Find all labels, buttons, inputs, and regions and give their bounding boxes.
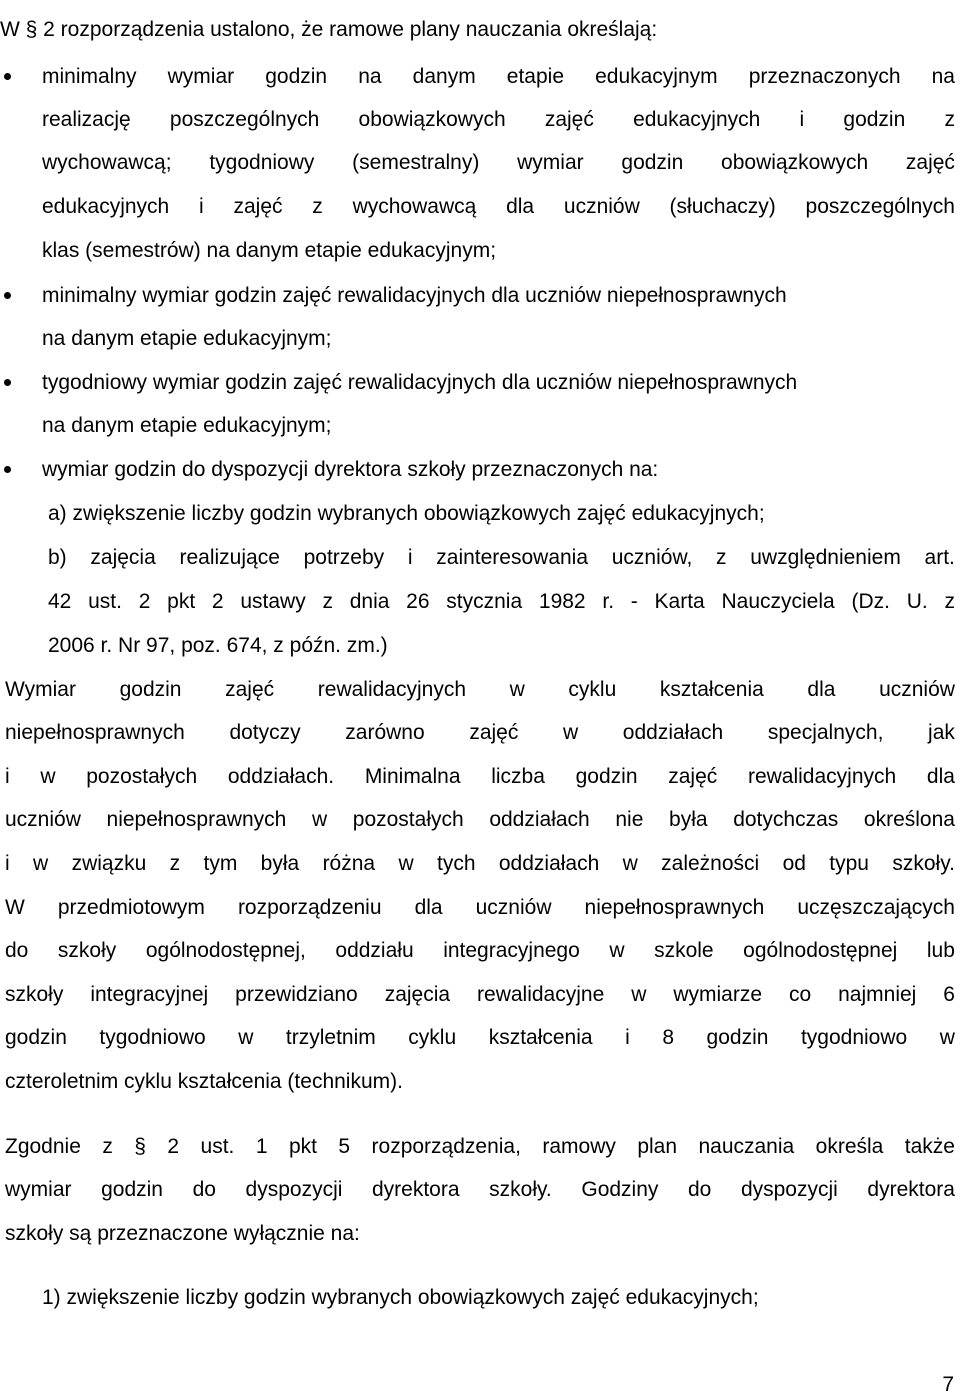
para-2-line-1 [5,1134,955,1160]
word: dnia [349,590,390,613]
word: zajęć [225,678,275,701]
word: pozostałych [86,765,198,788]
word: ust. [88,590,122,613]
bullet-1-line-1 [42,64,955,90]
word: tygodniowo [99,1026,206,1049]
word: określa [815,1135,884,1158]
word: nauczania [698,1135,795,1158]
word: dla [926,765,955,788]
word: ust. [200,1135,235,1158]
word: z [169,852,181,875]
word: danym [412,65,476,88]
word: oddziałach [489,808,590,831]
word: i [199,195,204,218]
word: dotyczy [229,721,301,744]
word: Zgodnie [5,1135,81,1158]
word: szkoły [57,939,117,962]
word: rewalidacyjne [477,983,605,1006]
word: tym [203,852,238,875]
word: z [944,108,955,131]
word: była [260,852,300,875]
word: także [904,1135,955,1158]
word: szkole [654,939,714,962]
bullet-1-line-4 [42,194,955,220]
word: uczniów [563,195,640,218]
word: uczniów, [611,546,693,569]
word: przewidziano [235,983,358,1006]
word: oddziałach [622,721,724,744]
word: uczniów [475,896,552,919]
word: oddziałach. [227,765,335,788]
bullet-4-sub-b-line-1 [48,545,955,571]
word: 2 [138,590,151,613]
list-item-1: 1) zwiększenie liczby godzin wybranych obowiązkowych zajęć edukacyjnych; [42,1286,759,1309]
word: § [134,1135,146,1158]
bullet-1-line-3 [42,150,955,176]
word: kształcenia [488,1026,593,1049]
word: w [311,808,328,831]
word: 1982 [538,590,586,613]
word: ogólnodostępnej [743,939,898,962]
word: zajęć [668,765,718,788]
word: i [407,546,413,569]
word: ramowy [542,1135,616,1158]
bullet-1-line-5: klas (semestrów) na danym etapie edukacyjnym; [42,239,497,262]
word: Nauczyciela [721,590,835,613]
word: 8 [662,1026,674,1049]
bullet-marker [4,73,11,80]
word: Karta [654,590,705,613]
para-1-line-4 [5,807,955,833]
word: i [5,852,10,875]
word: szkoły. [489,1178,552,1201]
para-2-line-3: szkoły są przeznaczone wyłącznie na: [5,1222,360,1245]
page-number: 7 [942,1373,954,1396]
word: ogólnodostępnej, [145,939,306,962]
para-1-line-10: czteroletnim cyklu kształcenia (technikum). [5,1070,403,1093]
para-1-line-6 [5,895,955,921]
word: godzin [5,1026,67,1049]
word: - [630,590,638,613]
word: z [322,590,333,613]
word: do [192,1178,216,1201]
word: (słuchaczy) [669,195,776,218]
word: w [238,1026,254,1049]
word: co [788,983,812,1006]
word: pozostałych [352,808,464,831]
word: realizujące [179,546,280,569]
word: poszczególnych [169,108,320,131]
word: przeznaczonych [748,65,901,88]
word: związku [71,852,147,875]
word: rewalidacyjnych [747,765,897,788]
word: obowiązkowych [358,108,506,131]
intro-line: W § 2 rozporządzenia ustalono, że ramowe plany nauczania określają: [0,18,658,41]
word: nie [615,808,644,831]
bullet-3-line-2: na danym etapie edukacyjnym; [42,414,332,437]
word: w [398,852,414,875]
word: wychowawcą [352,195,477,218]
word: jak [928,721,955,744]
word: dotychczas [733,808,839,831]
word: tygodniowo [800,1026,908,1049]
bullet-4-sub-b-line-2 [48,589,955,615]
word: w [939,1026,955,1049]
word: poszczególnych [805,195,955,218]
word: dla [807,678,836,701]
word: zarówno [345,721,425,744]
word: pkt [288,1135,317,1158]
word: zajęcia [384,983,451,1006]
word: 1 [255,1135,268,1158]
word: na [931,65,955,88]
word: obowiązkowych [721,151,869,174]
word: edukacyjnym [595,65,718,88]
word: oddziału [335,939,414,962]
word: dyspozycji [740,1178,838,1201]
word: specjalnych, [767,721,884,744]
word: dyrektora [372,1178,460,1201]
word: wymiar [167,65,235,88]
word: określona [863,808,955,831]
word: 26 [406,590,430,613]
word: wymiarze [673,983,763,1006]
word: 2 [167,1135,180,1158]
word: niepełnosprawnych [5,721,185,744]
word: godzin [101,1178,163,1201]
bullet-marker [4,379,11,386]
word: dla [506,195,535,218]
word: integracyjnej [90,983,209,1006]
word: b) [48,546,67,569]
word: Godziny [581,1178,659,1201]
word: w [609,939,625,962]
word: kształcenia [659,678,764,701]
word: wymiar [5,1178,72,1201]
word: cyklu [568,678,617,701]
word: do [688,1178,712,1201]
word: niepełnosprawnych [106,808,287,831]
word: najmniej [838,983,917,1006]
word: i [625,1026,630,1049]
word: realizację [42,108,131,131]
bullet-marker [4,466,11,473]
bullet-4-line-1: wymiar godzin do dyspozycji dyrektora szkoły przeznaczonych na: [42,458,659,481]
word: z [102,1135,113,1158]
word: w [631,983,647,1006]
bullet-2-line-2: na danym etapie edukacyjnym; [42,327,332,350]
para-2-line-2 [5,1177,955,1203]
word: do [5,939,29,962]
bullet-4-sub-a: a) zwiększenie liczby godzin wybranych obowiązkowych zajęć edukacyjnych; [48,502,765,525]
word: edukacyjnych [42,195,170,218]
para-1-line-8 [5,982,955,1008]
para-1-line-3 [5,764,955,790]
word: godzin [119,678,182,701]
word: od [782,852,806,875]
word: dyrektora [867,1178,955,1201]
para-1-line-7 [5,938,955,964]
word: zajęć [905,151,955,174]
word: uwzględnieniem [750,546,901,569]
word: z [312,195,323,218]
word: uczniów [5,808,81,831]
word: w [562,721,579,744]
word: rozporządzenia, [371,1135,521,1158]
word: w [509,678,525,701]
word: etapie [506,65,564,88]
word: szkoły [5,983,64,1006]
word: i [5,765,10,788]
word: 42 [48,590,72,613]
word: zależności [661,852,760,875]
word: godzin [706,1026,769,1049]
word: była [669,808,708,831]
word: wychowawcą; [42,151,172,174]
word: godzin [575,765,638,788]
word: minimalny [42,65,137,88]
word: godzin [621,151,684,174]
word: liczba [491,765,545,788]
word: plan [637,1135,678,1158]
word: zajęć [544,108,594,131]
word: zainteresowania [436,546,589,569]
word: uczniów [879,678,955,701]
word: typu [829,852,869,875]
word: na [358,65,382,88]
word: 2 [211,590,224,613]
word: wymiar [517,151,584,174]
word: W [5,896,25,919]
word: art. [924,546,955,569]
word: dla [414,896,443,919]
bullet-marker [4,292,11,299]
word: w [33,852,49,875]
word: trzyletnim [285,1026,376,1049]
para-1-line-1 [5,677,955,703]
word: zajęć [233,195,283,218]
word: rozporządzeniu [237,896,382,919]
word: szkoły. [892,852,955,875]
word: z [944,590,955,613]
word: w [40,765,56,788]
word: godzin [843,108,906,131]
bullet-1-line-2 [42,107,955,133]
para-1-line-5 [5,851,955,877]
word: (Dz. [851,590,890,613]
word: 5 [338,1135,351,1158]
word: oddziałach [498,852,600,875]
bullet-2-line-1: minimalny wymiar godzin zajęć rewalidacyjnych dla uczniów niepełnosprawnych [42,284,787,307]
word: z [716,546,727,569]
word: Minimalna [364,765,461,788]
word: przedmiotowym [57,896,205,919]
word: zajęć [469,721,519,744]
word: 6 [943,983,955,1006]
word: dyspozycji [245,1178,343,1201]
word: godzin [265,65,328,88]
word: różna [322,852,376,875]
word: stycznia [446,590,523,613]
word: zajęcia [90,546,156,569]
word: potrzeby [303,546,385,569]
para-1-line-9 [5,1025,955,1051]
word: Wymiar [5,678,76,701]
word: U. [906,590,928,613]
word: lub [926,939,955,962]
word: w [622,852,638,875]
word: niepełnosprawnych [584,896,765,919]
word: integracyjnego [443,939,580,962]
bullet-3-line-1: tygodniowy wymiar godzin zajęć rewalidacyjnych dla uczniów niepełnosprawnych [42,371,798,394]
word: pkt [167,590,196,613]
word: edukacyjnych [633,108,761,131]
word: i [799,108,805,131]
word: tygodniowy [209,151,315,174]
word: ustawy [240,590,306,613]
word: tych [436,852,476,875]
word: uczęszczających [797,896,955,919]
word: (semestralny) [352,151,480,174]
word: cyklu [408,1026,457,1049]
word: r. [602,590,615,613]
bullet-4-sub-b-line-3: 2006 r. Nr 97, poz. 674, z późn. zm.) [48,634,388,657]
word: rewalidacyjnych [317,678,466,701]
para-1-line-2 [5,720,955,746]
